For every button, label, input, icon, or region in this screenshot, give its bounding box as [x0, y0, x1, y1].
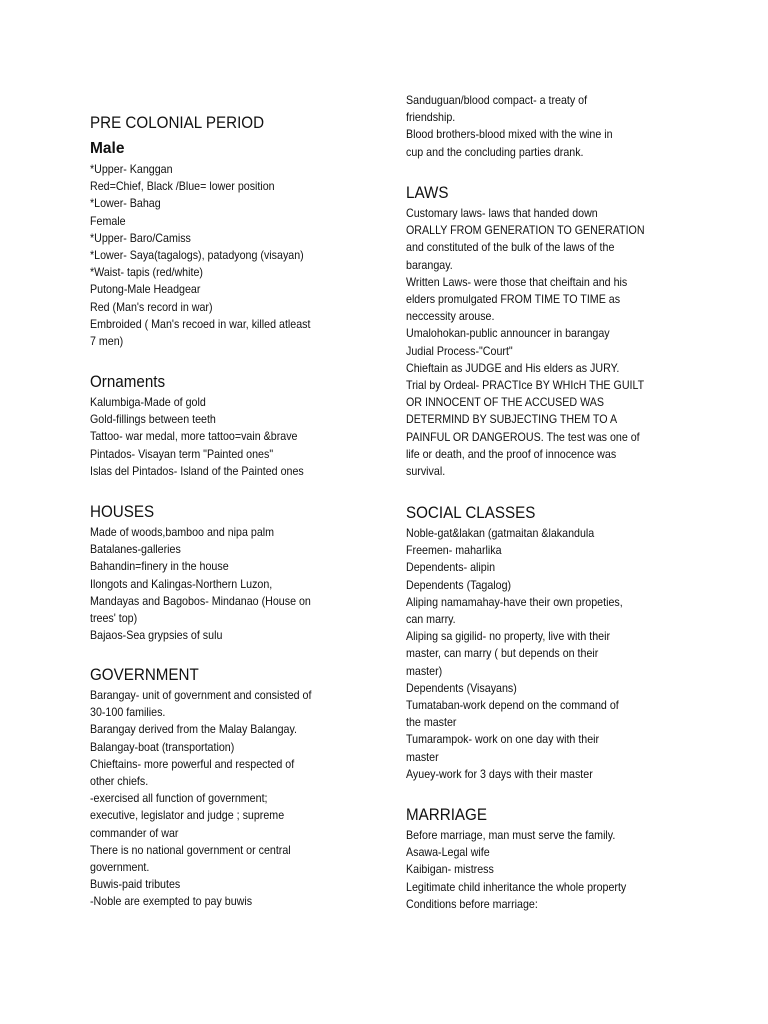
text-line: Written Laws- were those that cheiftain and his: [406, 274, 628, 289]
text-line: Asawa-Legal wife: [406, 845, 490, 860]
marriage-heading: MARRIAGE: [406, 806, 487, 824]
text-line: 30-100 families.: [90, 705, 166, 720]
houses-heading: HOUSES: [90, 503, 155, 521]
text-line: ORALLY FROM GENERATION TO GENERATION: [406, 223, 645, 238]
text-line: Barangay derived from the Malay Balangay.: [90, 722, 297, 737]
ornaments-lines: [90, 394, 380, 480]
text-line: Dependents (Visayans): [406, 680, 517, 695]
text-line: Gold-fillings between teeth: [90, 412, 216, 427]
houses-lines: [90, 524, 380, 644]
text-line: Kaibigan- mistress: [406, 862, 494, 877]
text-line: the master: [406, 715, 457, 730]
text-line: Red (Man's record in war): [90, 299, 213, 314]
social-classes-lines: [406, 525, 696, 783]
text-line: Bajaos-Sea grypsies of sulu: [90, 628, 223, 643]
text-line: Dependents (Tagalog): [406, 577, 512, 592]
text-line: Embroided ( Man's recoed in war, killed atleast: [90, 316, 311, 331]
text-line: Trial by Ordeal- PRACTIce BY WHIcH THE GUILT: [406, 378, 645, 393]
text-line: 7 men): [90, 334, 124, 349]
text-line: Made of woods,bamboo and nipa palm: [90, 525, 275, 539]
text-line: *Upper- Kanggan: [90, 162, 173, 176]
text-line: Legitimate child inheritance the whole property: [406, 879, 627, 894]
text-line: Tumataban-work depend on the command of: [406, 698, 619, 713]
text-line: Pintados- Visayan term "Painted ones": [90, 446, 274, 461]
text-line: OR INNOCENT OF THE ACCUSED WAS: [406, 395, 604, 410]
text-line: Kalumbiga-Made of gold: [90, 395, 206, 409]
text-line: Tumarampok- work on one day with their: [406, 732, 600, 747]
text-line: master, can marry ( but depends on their: [406, 646, 599, 661]
text-line: Chieftain as JUDGE and His elders as JURY.: [406, 360, 620, 375]
text-line: There is no national government or central: [90, 842, 291, 857]
text-line: Ilongots and Kalingas-Northern Luzon,: [90, 576, 273, 591]
text-line: barangay.: [406, 257, 453, 272]
text-line: master: [406, 749, 439, 764]
text-line: Judial Process-"Court": [406, 343, 513, 358]
text-line: life or death, and the proof of innocence was: [406, 446, 617, 461]
text-line: executive, legislator and judge ; supreme: [90, 808, 285, 823]
text-line: Sanduguan/blood compact- a treaty of: [406, 93, 588, 107]
laws-heading: LAWS: [406, 184, 449, 202]
text-line: Batalanes-galleries: [90, 542, 181, 557]
text-line: Ayuey-work for 3 days with their master: [406, 766, 593, 781]
page-title: PRE COLONIAL PERIOD: [90, 114, 265, 132]
text-line: Customary laws- laws that handed down: [406, 206, 598, 220]
text-line: Before marriage, man must serve the family.: [406, 828, 616, 842]
text-line: DETERMIND BY SUBJECTING THEM TO A: [406, 412, 618, 427]
text-line: Aliping sa gigilid- no property, live with their: [406, 629, 611, 644]
male-section: [90, 139, 380, 350]
pre-colonial-section: [90, 113, 380, 133]
text-line: Balangay-boat (transportation): [90, 739, 235, 754]
male-heading: Male: [90, 140, 125, 157]
male-lines: [90, 161, 380, 350]
ornaments-heading: Ornaments: [90, 373, 166, 391]
blood-compact-section: [406, 92, 696, 161]
text-line: Female: [90, 213, 126, 228]
ornaments-section: [90, 372, 380, 480]
text-line: Bahandin=finery in the house: [90, 559, 229, 574]
text-line: neccessity arouse.: [406, 309, 495, 324]
text-line: Red=Chief, Black /Blue= lower position: [90, 179, 275, 194]
text-line: Tattoo- war medal, more tattoo=vain &brave: [90, 429, 298, 444]
intro-lines: [406, 92, 696, 161]
text-line: Putong-Male Headgear: [90, 282, 201, 297]
text-line: *Waist- tapis (red/white): [90, 265, 203, 280]
marriage-section: [406, 805, 696, 913]
social-classes-section: [406, 503, 696, 783]
government-lines: [90, 687, 380, 911]
text-line: Blood brothers-blood mixed with the wine in: [406, 127, 613, 142]
text-line: *Upper- Baro/Camiss: [90, 230, 191, 245]
text-line: Freemen- maharlika: [406, 543, 502, 558]
laws-lines: [406, 205, 696, 480]
text-line: Umalohokan-public announcer in barangay: [406, 326, 610, 341]
marriage-lines: [406, 827, 696, 913]
text-line: Chieftains- more powerful and respected of: [90, 756, 295, 771]
text-line: Mandayas and Bagobos- Mindanao (House on: [90, 593, 311, 608]
social-classes-heading: SOCIAL CLASSES: [406, 504, 536, 522]
text-line: trees' top): [90, 611, 138, 626]
text-line: Aliping namamahay-have their own propeties,: [406, 594, 623, 609]
text-line: other chiefs.: [90, 774, 149, 789]
text-line: -Noble are exempted to pay buwis: [90, 894, 253, 909]
text-line: and constituted of the bulk of the laws of the: [406, 240, 615, 255]
text-line: master): [406, 663, 443, 678]
text-line: can marry.: [406, 612, 456, 627]
text-line: Islas del Pintados- Island of the Painted ones: [90, 463, 304, 478]
text-line: PAINFUL OR DANGEROUS. The test was one of: [406, 429, 640, 444]
laws-section: [406, 183, 696, 480]
text-line: Barangay- unit of government and consisted of: [90, 688, 312, 702]
text-line: Dependents- alipin: [406, 560, 496, 575]
text-line: government.: [90, 860, 150, 875]
government-heading: GOVERNMENT: [90, 666, 199, 684]
text-line: -exercised all function of government;: [90, 791, 268, 806]
houses-section: [90, 502, 380, 644]
text-line: Conditions before marriage:: [406, 896, 538, 911]
government-section: [90, 665, 380, 911]
text-line: commander of war: [90, 825, 179, 840]
text-line: *Lower- Saya(tagalogs), patadyong (visayan): [90, 248, 304, 263]
text-line: *Lower- Bahag: [90, 196, 161, 211]
text-line: Buwis-paid tributes: [90, 877, 181, 892]
text-line: survival.: [406, 464, 446, 479]
text-line: Noble-gat&lakan (gatmaitan &lakandula: [406, 526, 595, 540]
text-line: friendship.: [406, 110, 456, 125]
text-line: cup and the concluding parties drank.: [406, 144, 584, 159]
text-line: elders promulgated FROM TIME TO TIME as: [406, 292, 621, 307]
